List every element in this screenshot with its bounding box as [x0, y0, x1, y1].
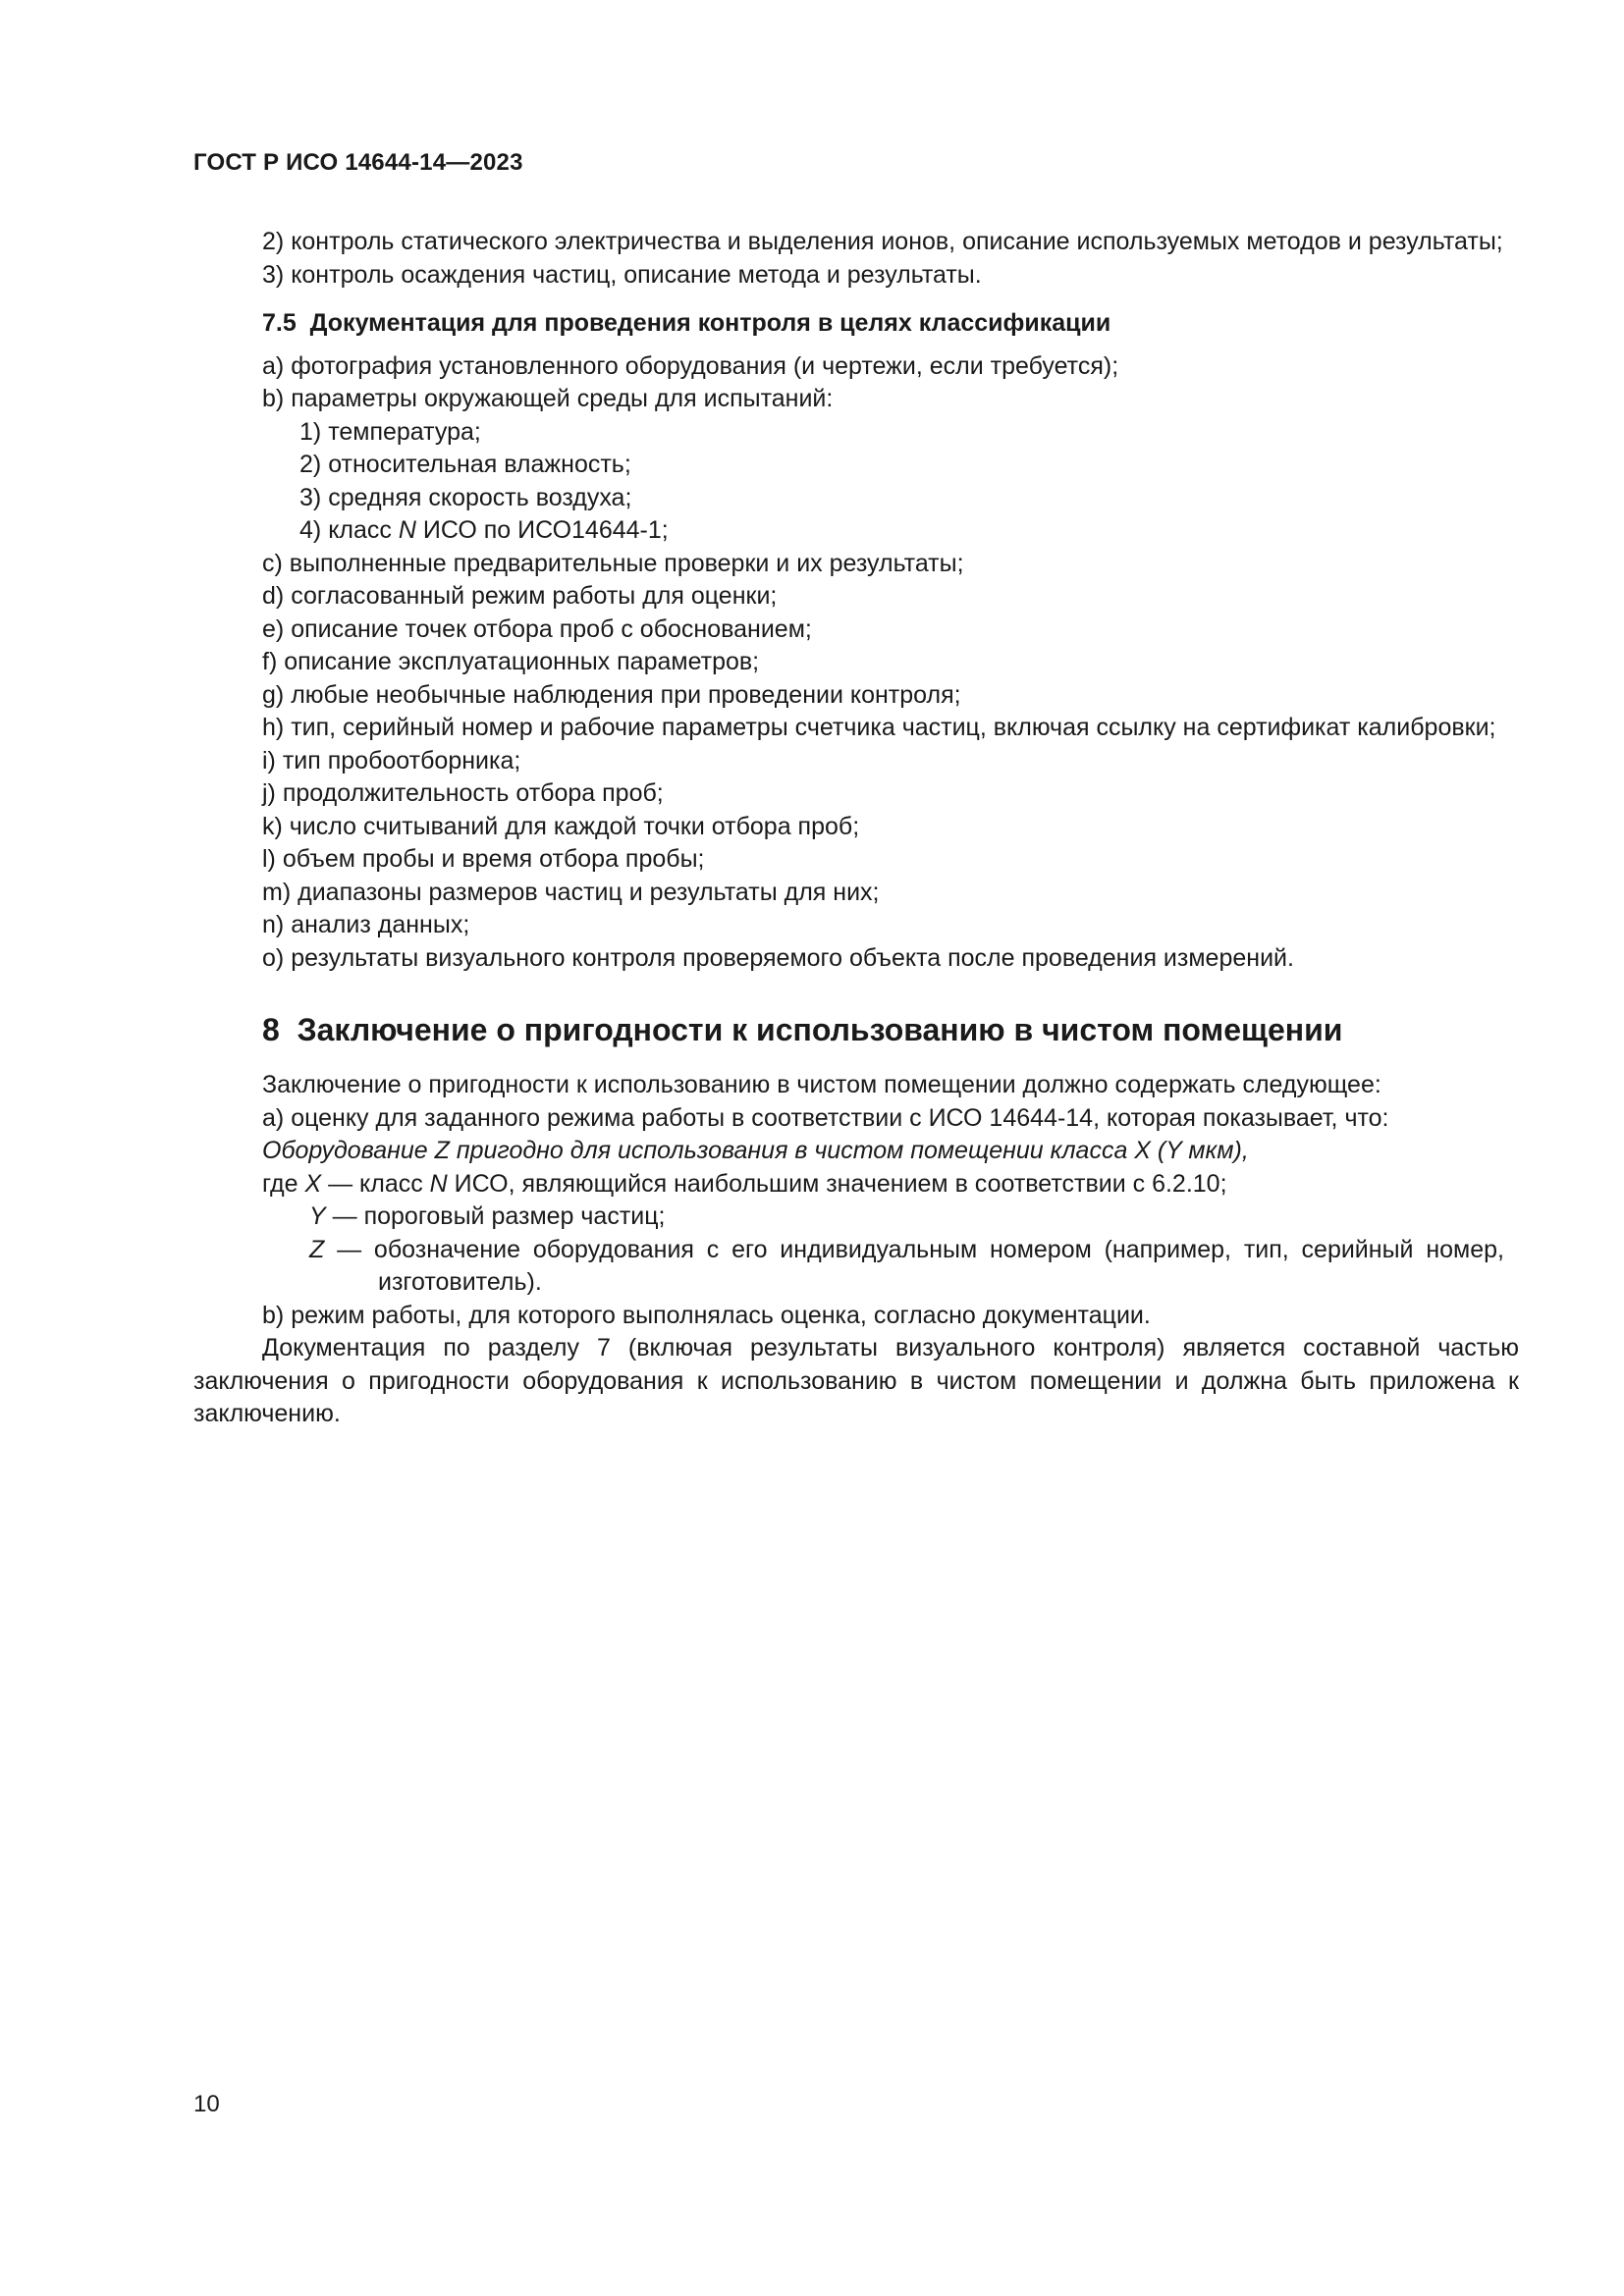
page-body: [193, 226, 1519, 1431]
list-item-f: f) описание эксплуатационных параметров;: [262, 648, 760, 675]
section-7-5-heading: 7.5 Документация для проведения контроля в целях классификации: [262, 309, 1111, 337]
section-8-heading: 8 Заключение о пригодности к использованию в чистом помещении: [262, 1012, 1343, 1047]
where-z: Z — обозначение оборудования с его индивидуальным номером (например, тип, серийный номер, изготовитель).: [309, 1235, 1504, 1296]
list-item-n: n) анализ данных;: [262, 911, 470, 938]
list-item-a: а) фотография установленного оборудования (и чертежи, если требуется);: [262, 351, 1119, 380]
sub-item-3: 3) средняя скорость воздуха;: [299, 483, 632, 511]
list-item-m: m) диапазоны размеров частиц и результаты для них;: [262, 878, 880, 906]
page-number: 10: [193, 2091, 220, 2117]
intro-item-3: 3) контроль осаждения частиц, описание метода и результаты.: [262, 260, 982, 289]
list-item-h: h) тип, серийный номер и рабочие параметры счетчика частиц, включая ссылку на сертификат калибровки;: [262, 714, 1496, 741]
list-item-c: c) выполненные предварительные проверки и их результаты;: [262, 549, 964, 577]
section-8-item-a: а) оценку для заданного режима работы в соответствии с ИСО 14644-14, которая показывает, что:: [262, 1103, 1389, 1132]
list-item-j: j) продолжительность отбора проб;: [262, 779, 664, 807]
section-8-closing: Документация по разделу 7 (включая результаты визуального контроля) является составной частью заключения о пригодности оборудования к использованию в чистом помещении и должна быть приложена к заключению.: [193, 1334, 1519, 1427]
suitability-statement: Оборудование Z пригодно для использования в чистом помещении класса X (Y мкм),: [262, 1137, 1249, 1164]
intro-item-2: 2) контроль статического электричества и выделения ионов, описание используемых методов и результаты;: [262, 228, 1503, 255]
list-item-d: d) согласованный режим работы для оценки;: [262, 582, 778, 610]
section-8-item-b: b) режим работы, для которого выполнялась оценка, согласно документации.: [262, 1301, 1151, 1329]
list-item-k: k) число считываний для каждой точки отбора проб;: [262, 812, 860, 840]
list-item-l: l) объем пробы и время отбора пробы;: [262, 845, 705, 873]
list-item-g: g) любые необычные наблюдения при проведении контроля;: [262, 680, 961, 709]
list-item-i: i) тип пробоотборника;: [262, 746, 521, 774]
list-item-o: о) результаты визуального контроля проверяемого объекта после проведения измерений.: [262, 943, 1294, 972]
list-item-e: е) описание точек отбора проб с обоснованием;: [262, 614, 812, 643]
where-x: где X — класс N ИСО, являющийся наибольшим значением в соответствии с 6.2.10;: [262, 1169, 1227, 1198]
standard-header: ГОСТ Р ИСО 14644-14—2023: [193, 149, 523, 176]
sub-item-4: 4) класс N ИСО по ИСО14644-1;: [299, 516, 669, 544]
section-8-intro: Заключение о пригодности к использованию в чистом помещении должно содержать следующее:: [262, 1071, 1381, 1098]
list-item-b: b) параметры окружающей среды для испытаний:: [262, 385, 834, 412]
where-y: Y — пороговый размер частиц;: [309, 1202, 666, 1230]
sub-item-2: 2) относительная влажность;: [299, 451, 631, 478]
sub-item-1: 1) температура;: [299, 417, 481, 446]
